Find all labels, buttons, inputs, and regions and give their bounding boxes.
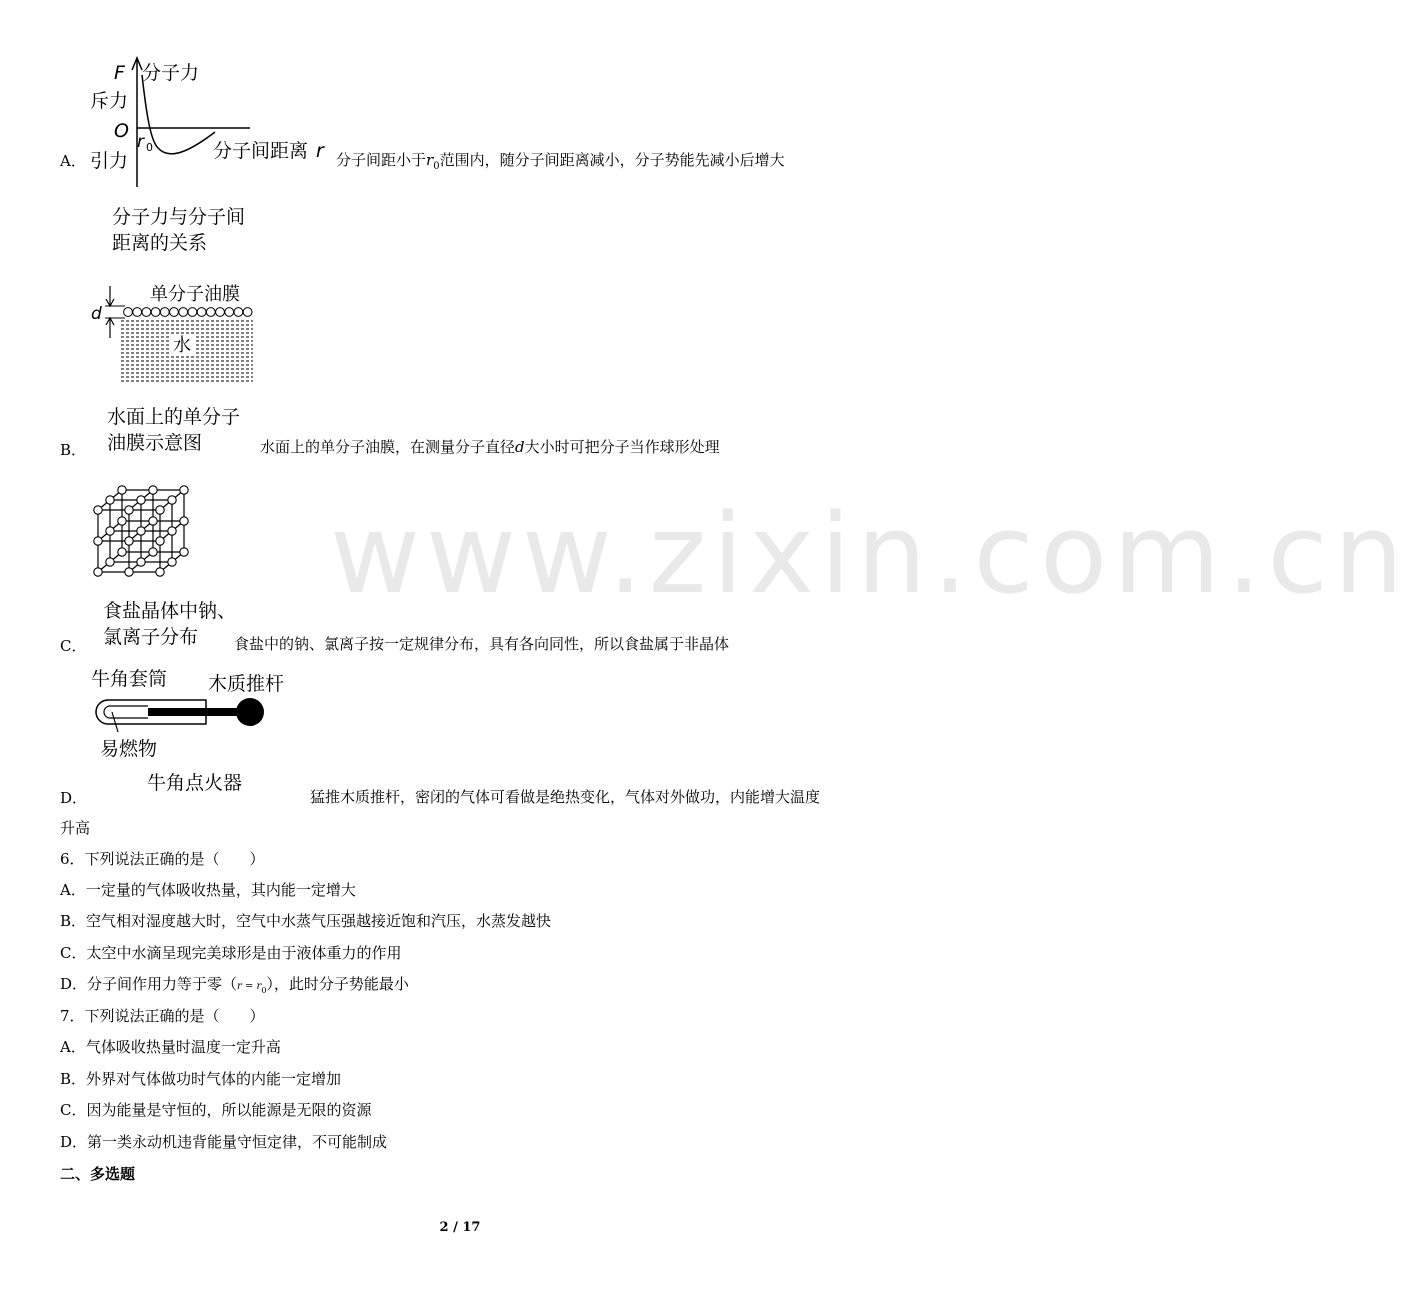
option-b-text xyxy=(260,437,720,457)
axis-f-label: F xyxy=(114,62,125,84)
lattice-ion xyxy=(137,496,145,504)
q7-option-a: A．气体吸收热量时温度一定升高 xyxy=(60,1038,281,1056)
lattice-ion xyxy=(168,496,176,504)
salt-crystal-figure xyxy=(88,470,218,585)
option-a-letter: A． xyxy=(60,152,86,170)
q6-option-d xyxy=(60,974,409,1001)
oil-molecule xyxy=(216,308,225,317)
option-b-caption-line1: 水面上的单分子 xyxy=(107,406,241,428)
lattice-ion xyxy=(94,506,102,514)
lattice-ion xyxy=(168,527,176,535)
lattice-ion xyxy=(125,537,133,545)
watermark: www.zixin.com.cn xyxy=(330,490,1410,618)
option-b-text-post: 大小时可把分子当作球形处理 xyxy=(524,438,720,456)
q6-stem: 6．下列说法正确的是（ ） xyxy=(60,850,265,868)
rod-label: 木质推杆 xyxy=(208,673,285,695)
option-a-caption-line1: 分子力与分子间 xyxy=(112,206,246,228)
option-d-letter: D． xyxy=(60,789,88,807)
option-a-text-post: 范围内，随分子间距离减小，分子势能先减小后增大 xyxy=(439,151,785,169)
lattice-ion xyxy=(94,568,102,576)
lattice-ion xyxy=(106,496,114,504)
page-number: 2 / 17 xyxy=(439,1220,481,1235)
option-b-var: d xyxy=(515,438,525,456)
lattice-ion xyxy=(156,537,164,545)
oil-molecule xyxy=(234,308,243,317)
lattice-ion xyxy=(168,558,176,566)
q6-option-d-post: ），此时分子势能最小 xyxy=(266,975,409,993)
lattice-ion xyxy=(125,568,133,576)
q6-formula: r = r xyxy=(237,981,262,992)
lattice-ion xyxy=(180,548,188,556)
water-label: 水 xyxy=(173,335,191,356)
lattice-ion xyxy=(118,486,126,494)
oil-molecule xyxy=(124,308,133,317)
repulsion-label: 斥力 xyxy=(90,90,129,112)
lattice-ion xyxy=(118,517,126,525)
sleeve-label: 牛角套筒 xyxy=(91,668,168,690)
lattice-ion xyxy=(180,517,188,525)
xaxis-label: 分子间距离 xyxy=(213,140,309,162)
lattice-ion xyxy=(106,527,114,535)
lattice-ion xyxy=(125,506,133,514)
d-label: d xyxy=(91,304,102,324)
q7-option-c: C．因为能量是守恒的，所以能源是无限的资源 xyxy=(60,1101,372,1119)
r0-sub: 0 xyxy=(146,141,153,154)
option-b-caption-line2: 油膜示意图 xyxy=(107,432,203,454)
option-c-letter: C． xyxy=(60,637,87,655)
lattice-ion xyxy=(118,548,126,556)
section-heading: 二、多选题 xyxy=(60,1165,136,1183)
oil-molecules xyxy=(124,308,252,317)
lattice-ion xyxy=(137,527,145,535)
oil-molecule xyxy=(151,308,160,317)
option-c-caption xyxy=(103,598,236,650)
option-a-var: r xyxy=(426,151,434,169)
option-c-caption-line1: 食盐晶体中钠、 xyxy=(103,600,237,622)
lattice-ion xyxy=(156,568,164,576)
option-d-text-line1: 猛推木质推杆，密闭的气体可看做是绝热变化，气体对外做功，内能增大温度 xyxy=(310,788,821,806)
q6-option-c: C．太空中水滴呈现完美球形是由于液体重力的作用 xyxy=(60,944,402,962)
oil-molecule xyxy=(133,308,142,317)
lattice-ion xyxy=(106,558,114,566)
film-label: 单分子油膜 xyxy=(150,284,240,305)
option-b-text-pre: 水面上的单分子油膜，在测量分子直径 xyxy=(260,438,516,456)
oil-film-figure xyxy=(85,278,265,388)
crystal-lattice xyxy=(94,486,188,576)
option-b-caption xyxy=(107,404,240,456)
q6-option-a: A．一定量的气体吸收热量，其内能一定增大 xyxy=(60,881,356,899)
q7-stem: 7．下列说法正确的是（ ） xyxy=(60,1007,265,1025)
oil-molecule xyxy=(225,308,234,317)
oil-molecule xyxy=(197,308,206,317)
lattice-ion xyxy=(180,486,188,494)
q7-option-b: B．外界对气体做功时气体的内能一定增加 xyxy=(60,1070,342,1088)
option-a-caption xyxy=(112,204,245,256)
molecular-force-graph xyxy=(80,55,340,195)
option-a-text xyxy=(336,150,785,177)
r0-label: r xyxy=(137,132,144,152)
oil-molecule xyxy=(179,308,188,317)
option-d-caption: 牛角点火器 xyxy=(147,772,243,794)
q6-option-b: B．空气相对湿度越大时，空气中水蒸气压强越接近饱和汽压，水蒸发越快 xyxy=(60,912,552,930)
option-a-caption-line2: 距离的关系 xyxy=(112,232,208,254)
xaxis-r-label: r xyxy=(316,140,324,162)
lattice-ion xyxy=(156,506,164,514)
oil-molecule xyxy=(170,308,179,317)
option-c-caption-line2: 氯离子分布 xyxy=(103,626,199,648)
lattice-ion xyxy=(149,486,157,494)
option-c-text: 食盐中的钠、氯离子按一定规律分布，具有各向同性，所以食盐属于非晶体 xyxy=(234,635,730,653)
oil-molecule xyxy=(206,308,215,317)
lattice-ion xyxy=(149,517,157,525)
oil-molecule xyxy=(142,308,151,317)
axis-f-title: 分子力 xyxy=(142,62,200,84)
option-a-sub: 0 xyxy=(433,161,440,172)
fuel-label: 易燃物 xyxy=(100,738,158,760)
horn-igniter-figure xyxy=(88,660,308,760)
oil-molecule xyxy=(243,308,252,317)
oil-molecule xyxy=(188,308,197,317)
q6-formula-sub: 0 xyxy=(261,986,267,995)
lattice-ion xyxy=(94,537,102,545)
q7-option-d: D．第一类永动机违背能量守恒定律，不可能制成 xyxy=(60,1133,388,1151)
option-d-text-line2: 升高 xyxy=(60,819,91,837)
option-a-text-pre: 分子间距小于 xyxy=(336,151,427,169)
oil-molecule xyxy=(160,308,169,317)
lattice-ion xyxy=(149,548,157,556)
lattice-ion xyxy=(137,558,145,566)
attraction-label: 引力 xyxy=(90,150,129,172)
option-b-letter: B． xyxy=(60,441,87,459)
q6-option-d-pre: D．分子间作用力等于零（ xyxy=(60,975,238,993)
origin-label: O xyxy=(114,120,129,142)
